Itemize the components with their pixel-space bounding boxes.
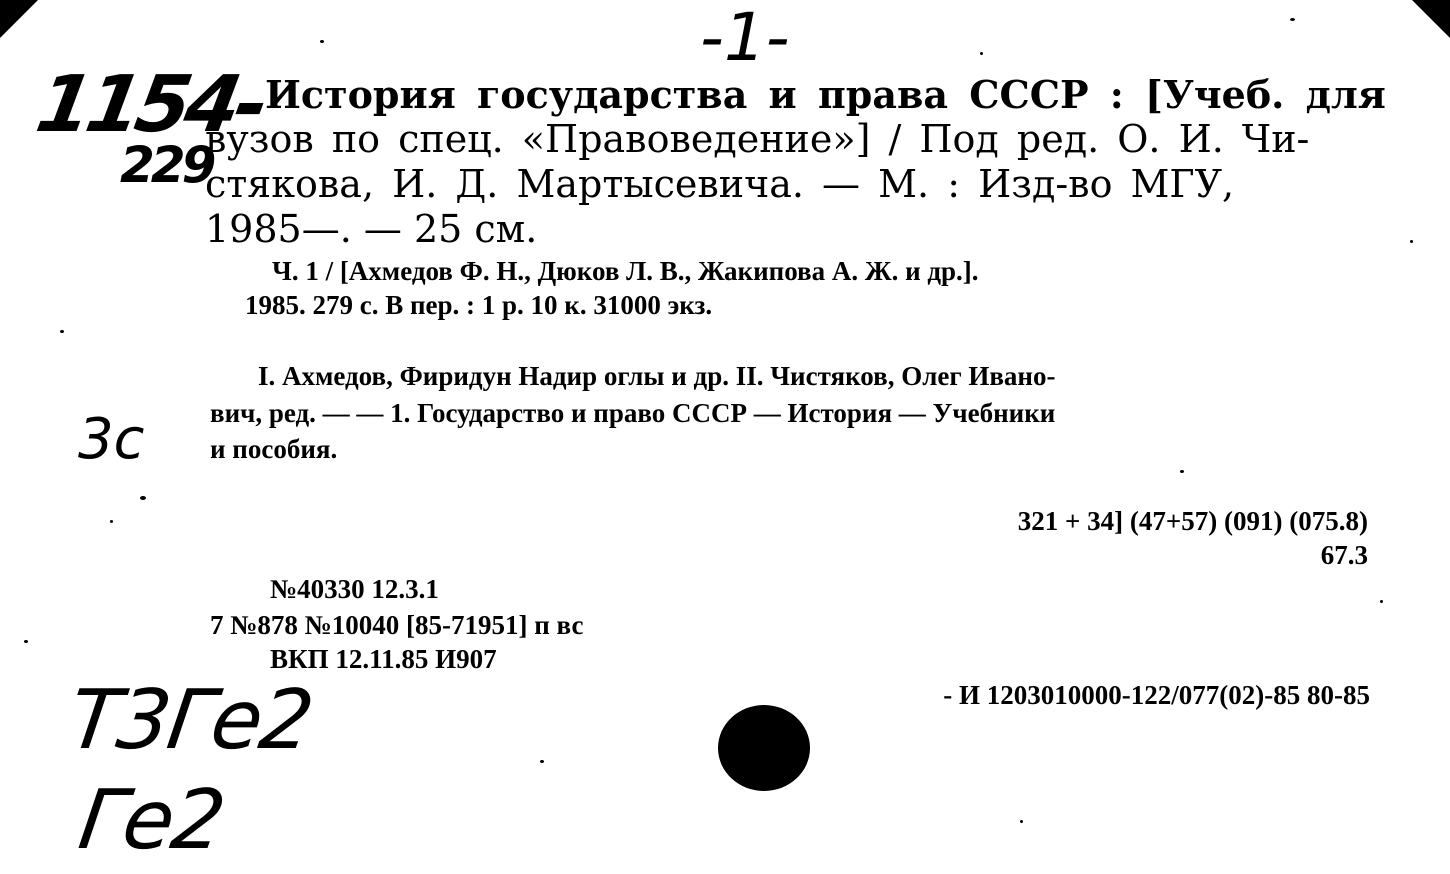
speckle <box>320 40 324 43</box>
speckle <box>1020 820 1023 823</box>
handwritten-code-2: 229 <box>120 136 213 194</box>
speckle <box>1180 470 1184 473</box>
volume-line: Ч. 1 / [Ахмедов Ф. Н., Дюков Л. В., Жакипова А. Ж. и др.]. <box>272 256 979 286</box>
classification-line: 321 + 34] (47+57) (091) (075.8) <box>1017 506 1368 536</box>
speckle <box>1290 18 1295 21</box>
publication-line: 7 №878 №10040 [85-71951] п вс <box>210 610 584 640</box>
tracing-line: I. Ахмедов, Фиридун Надир оглы и др. II. Чистяков, Олег Ивано- <box>258 361 1056 391</box>
card-corner-top-right <box>1412 0 1450 38</box>
publication-line: ВКП 12.11.85 И907 <box>270 644 497 674</box>
speckle <box>980 52 983 55</box>
publication-line: №40330 12.3.1 <box>270 574 439 604</box>
speckle <box>1410 240 1413 243</box>
speckle <box>1380 600 1383 603</box>
handwritten-mark-zs: 3c <box>78 407 145 472</box>
handwritten-mark-1: Т3Ге2 <box>63 673 318 768</box>
volume-line: 1985. 279 с. В пер. : 1 р. 10 к. 31000 экз. <box>245 290 713 320</box>
handwritten-mark-2: Ге2 <box>73 773 230 868</box>
speckle <box>60 330 64 333</box>
handwritten-code-1: 1154- <box>30 60 271 150</box>
speckle <box>110 520 113 523</box>
title-line: стякова, И. Д. Мартысевича. — М. : Изд-во МГУ, <box>205 162 1235 206</box>
card-corner-top-left <box>0 0 38 38</box>
speckle <box>24 640 28 643</box>
isbn-line: - И 1203010000-122/077(02)-85 80-85 <box>943 680 1370 710</box>
speckle <box>540 760 544 763</box>
page-mark: -1- <box>700 0 790 76</box>
title-line: История государства и права СССР : [Учеб. для <box>265 72 1386 117</box>
punch-hole-mark <box>718 705 810 791</box>
tracing-line: и пособия. <box>210 434 338 464</box>
tracing-line: вич, ред. — — 1. Государство и право СССР — История — Учебники <box>210 398 1056 428</box>
title-line: 1985—. — 25 см. <box>205 207 538 251</box>
classification-line: 67.3 <box>1320 540 1368 570</box>
title-line: вузов по спец. «Правоведение»] / Под ред. О. И. Чи- <box>205 117 1310 161</box>
speckle <box>140 496 146 500</box>
